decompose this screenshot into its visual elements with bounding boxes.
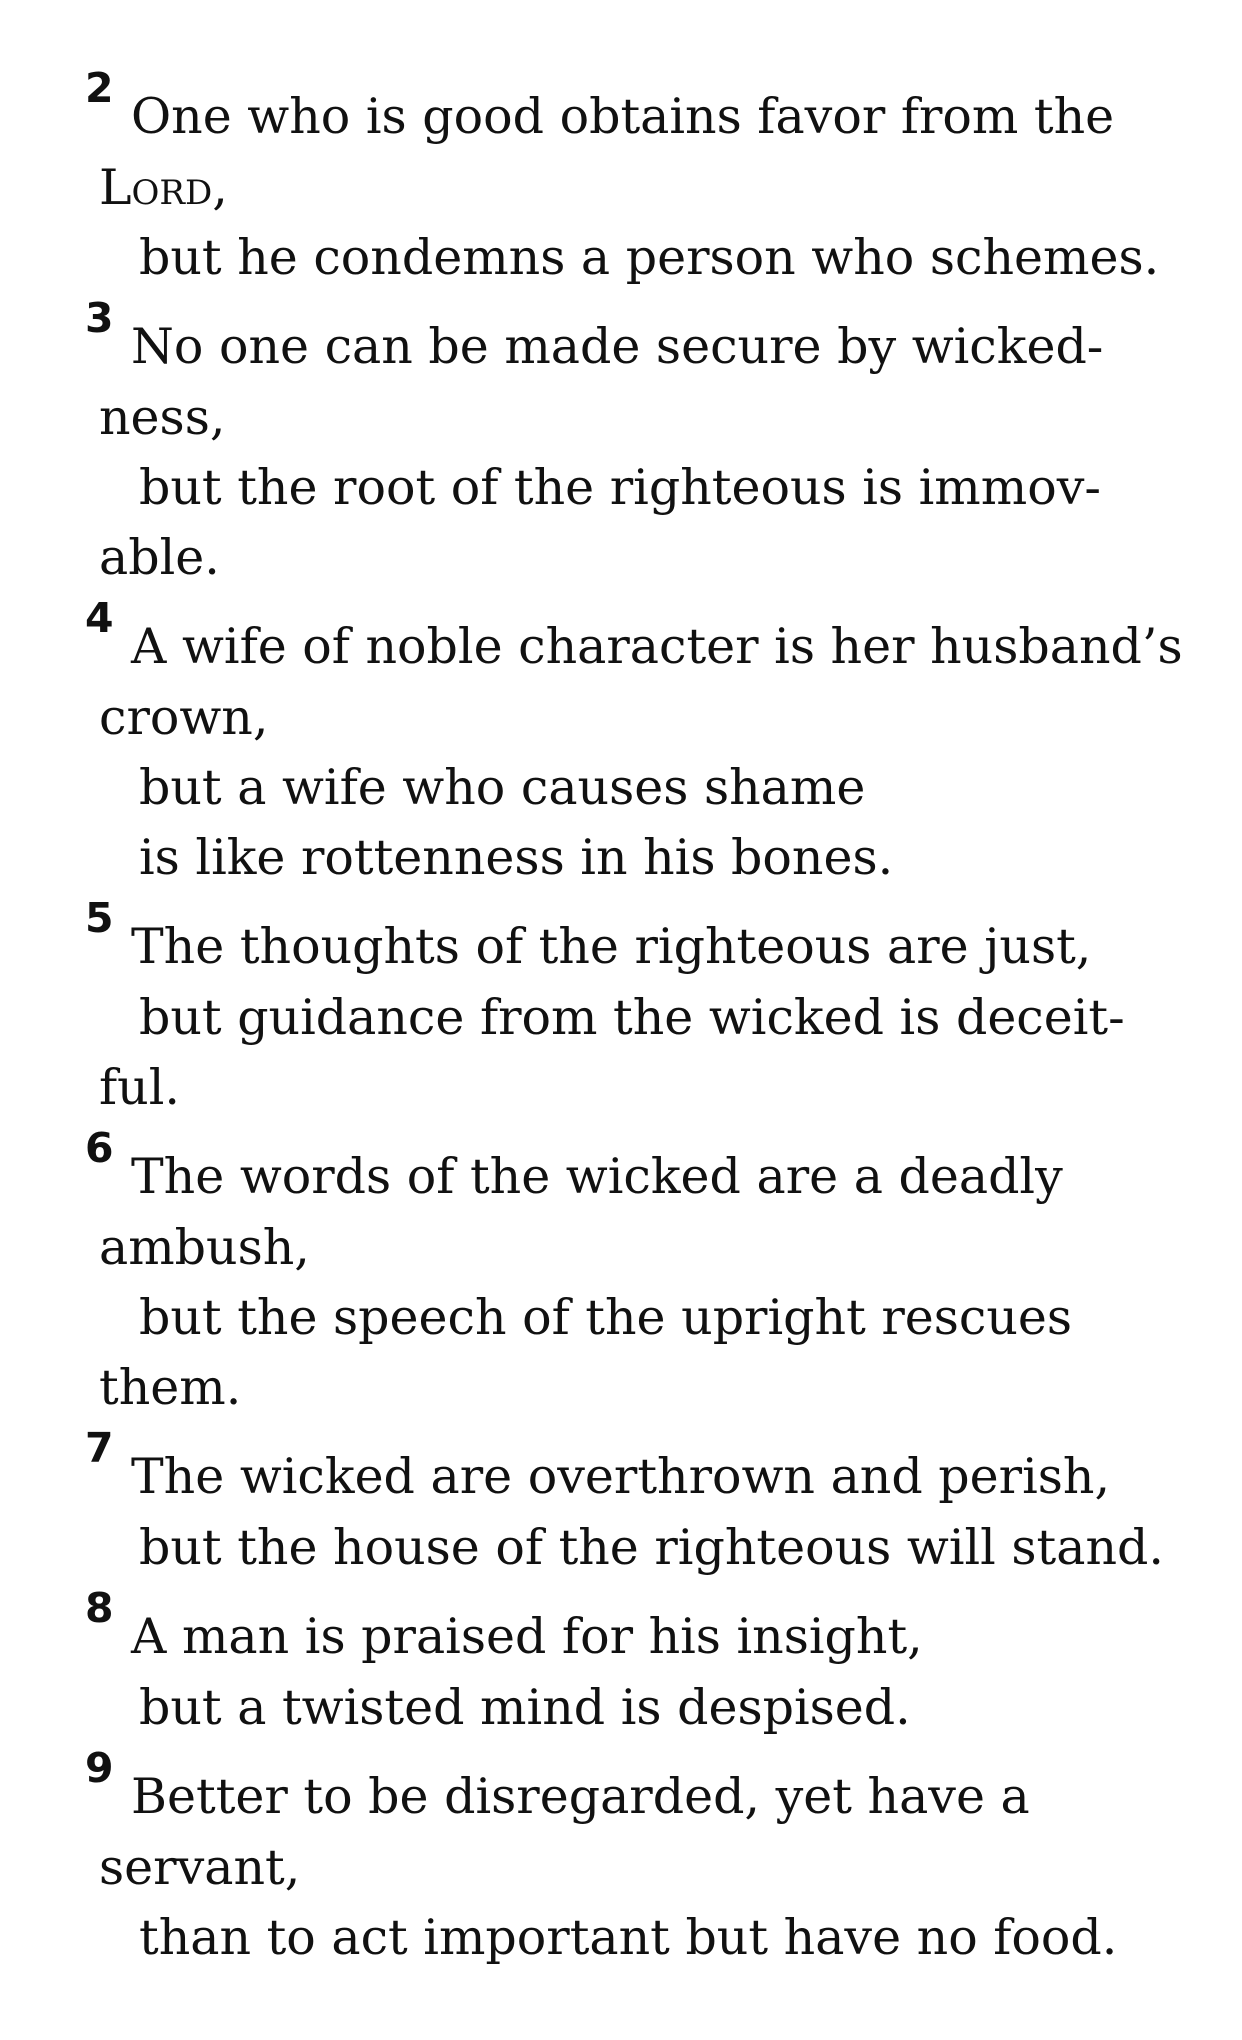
verse-line: is like rottenness in his bones. bbox=[139, 829, 894, 886]
verse-line: them. bbox=[99, 1359, 242, 1416]
verse-line: but the root of the righteous is immov- bbox=[139, 459, 1101, 516]
verse-line: but he condemns a person who schemes. bbox=[139, 229, 1160, 286]
verse-number: 5 bbox=[85, 894, 114, 942]
verse-line: The thoughts of the righteous are just, bbox=[131, 918, 1092, 975]
verse-line: but a wife who causes shame bbox=[139, 759, 866, 816]
verse-number: 7 bbox=[85, 1424, 114, 1472]
verse-line: but a twisted mind is despised. bbox=[139, 1679, 911, 1736]
verse-number: 4 bbox=[85, 594, 114, 642]
verse-line: Better to be disregarded, yet have a bbox=[131, 1768, 1030, 1825]
verse-line: ful. bbox=[99, 1059, 180, 1116]
verse-number: 3 bbox=[85, 294, 114, 342]
verse-line: crown, bbox=[99, 689, 269, 746]
verse-line: but the speech of the upright rescues bbox=[139, 1289, 1073, 1346]
verse-line: but the house of the righteous will stand. bbox=[139, 1519, 1164, 1576]
verse-line: The words of the wicked are a deadly bbox=[131, 1148, 1063, 1205]
verse-line: able. bbox=[99, 529, 220, 586]
verse-line: One who is good obtains favor from the bbox=[131, 88, 1115, 145]
verse-number: 2 bbox=[85, 64, 114, 112]
verse-number: 8 bbox=[85, 1584, 114, 1632]
verse-line: ambush, bbox=[99, 1219, 310, 1276]
verse-number: 9 bbox=[85, 1744, 114, 1792]
verse-line: No one can be made secure by wicked- bbox=[131, 318, 1104, 375]
verse-line: ness, bbox=[99, 389, 226, 446]
verse-line: but guidance from the wicked is deceit- bbox=[139, 989, 1125, 1046]
verse-line: The wicked are overthrown and perish, bbox=[131, 1448, 1111, 1505]
verse-line: servant, bbox=[99, 1839, 301, 1896]
verse-line: Lord, bbox=[99, 159, 228, 216]
verse-line: A wife of noble character is her husband’s bbox=[131, 618, 1183, 675]
verse-line: A man is praised for his insight, bbox=[131, 1608, 923, 1665]
verse-number: 6 bbox=[85, 1124, 114, 1172]
verse-line: than to act important but have no food. bbox=[139, 1909, 1118, 1966]
